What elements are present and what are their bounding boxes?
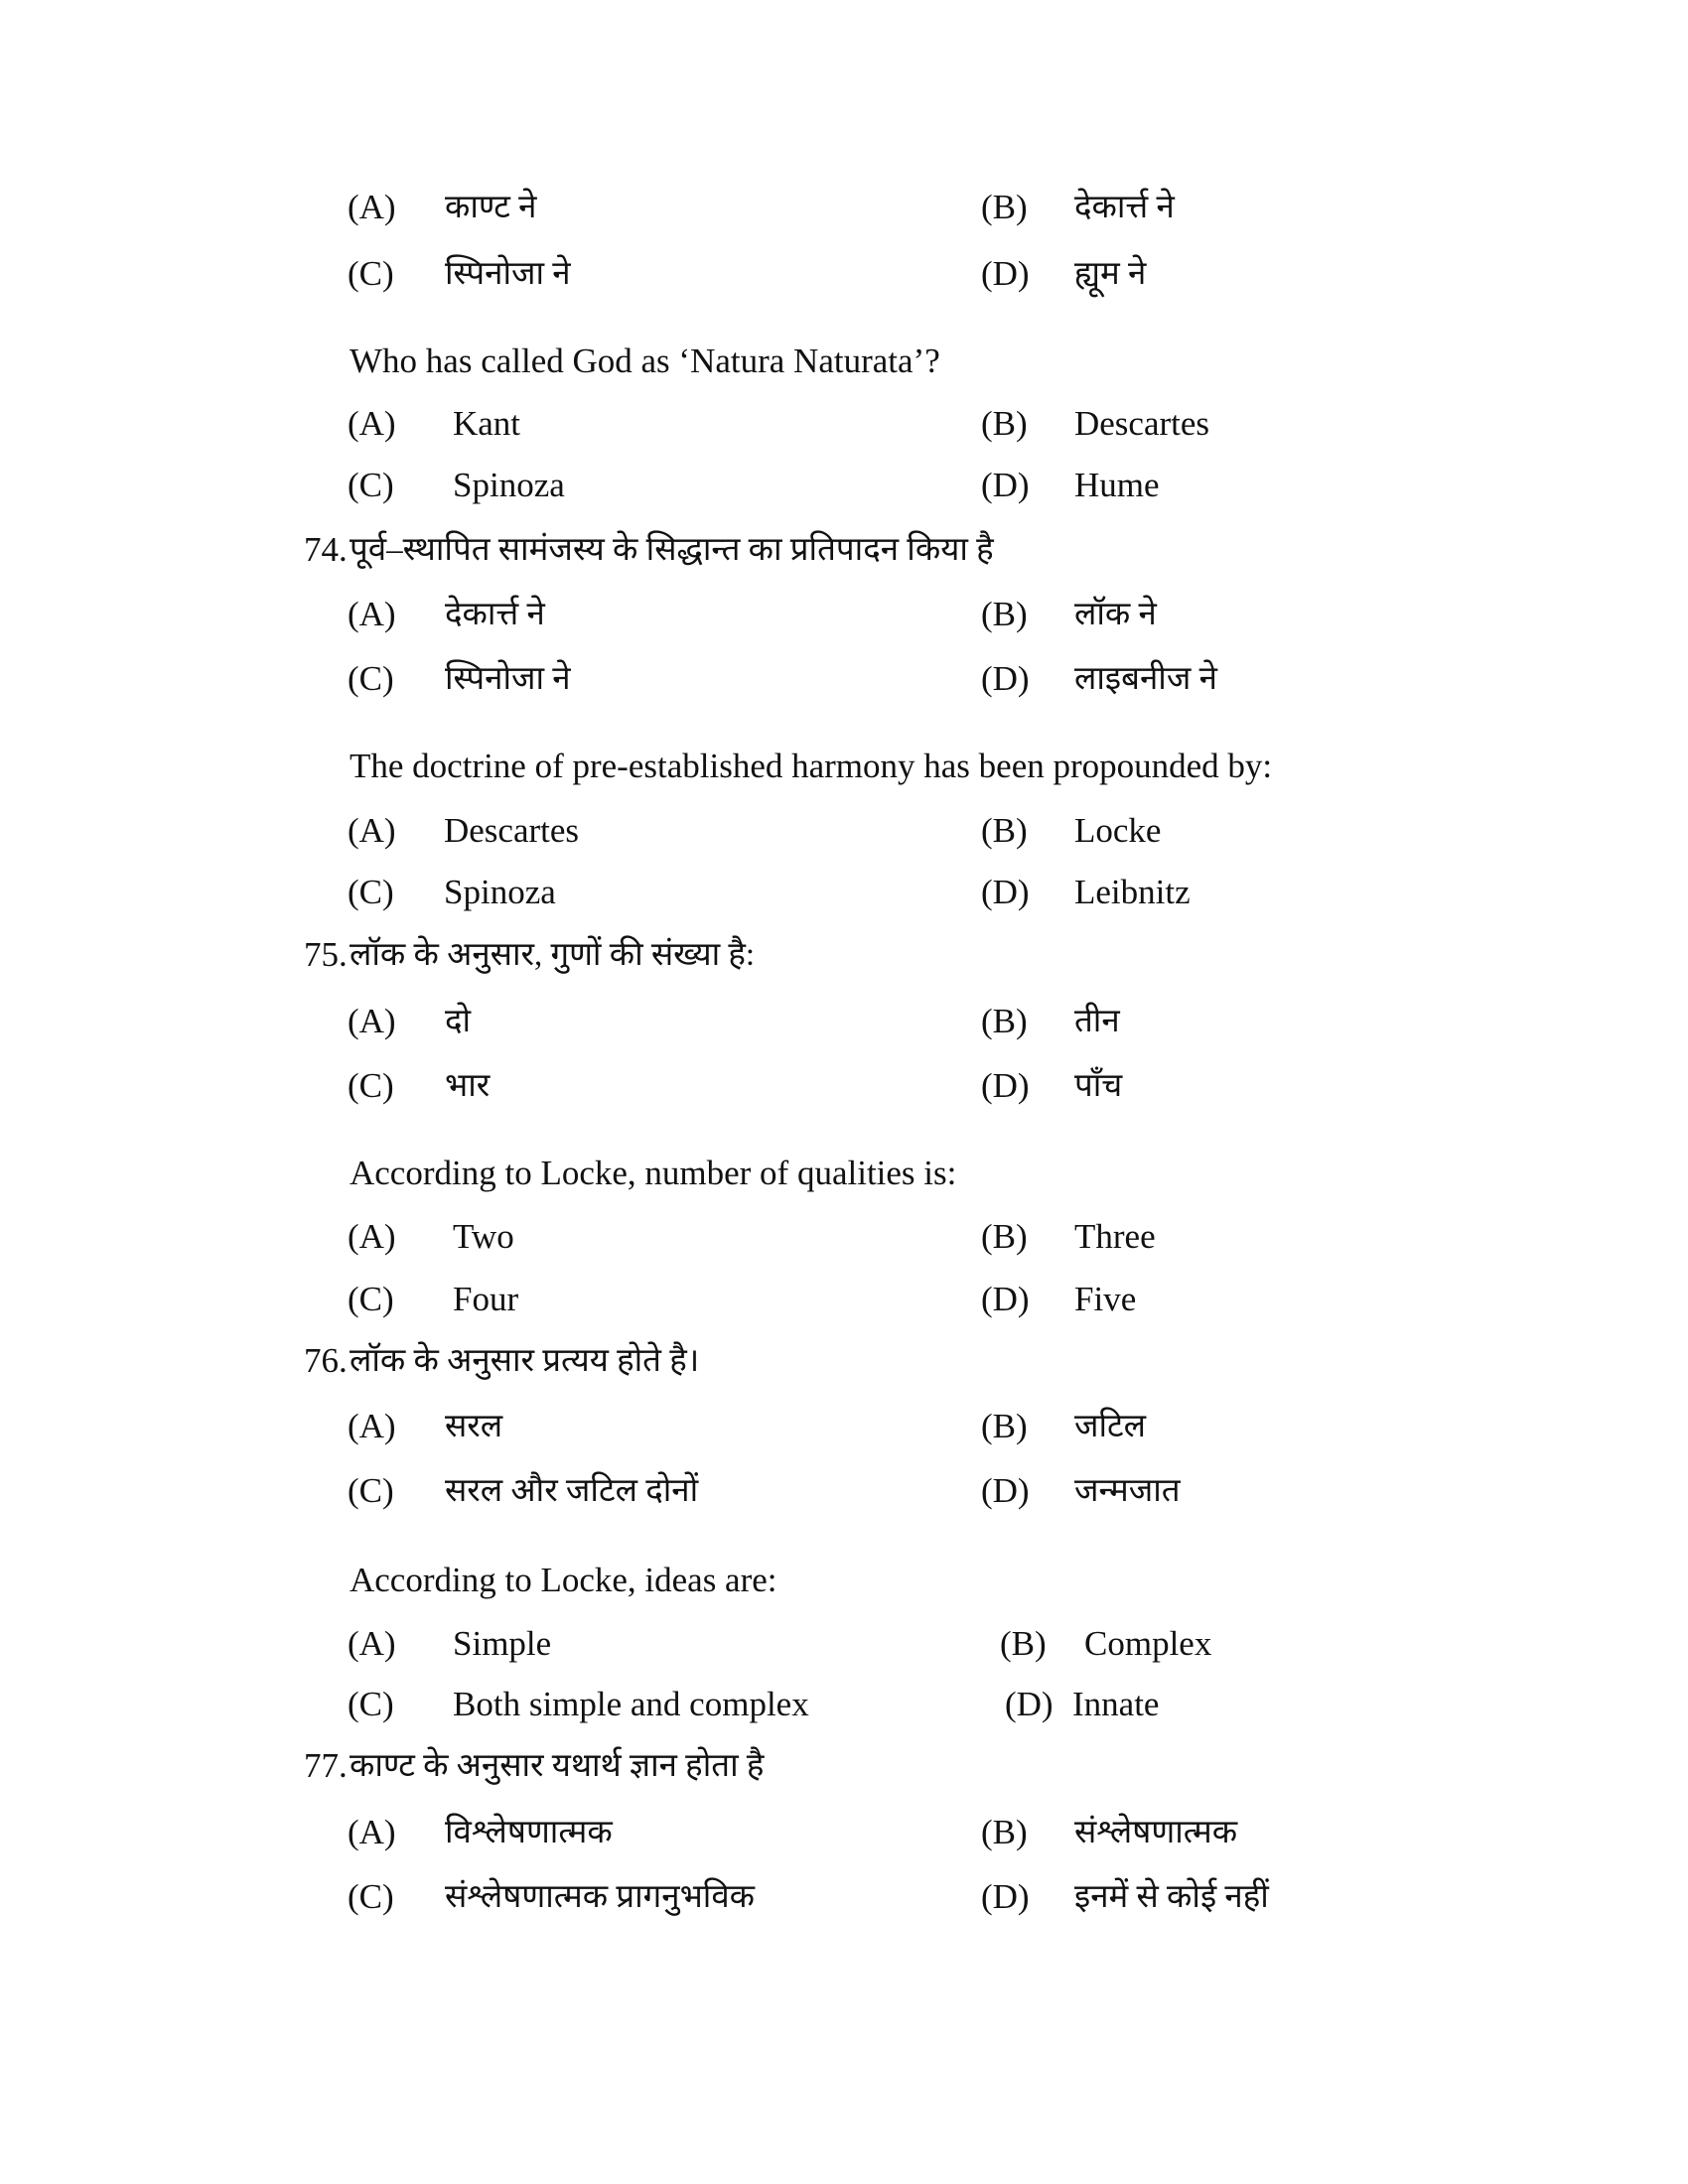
option-text: Spinoza [444, 873, 556, 911]
option-label: (A) [348, 811, 396, 850]
option-label: (C) [348, 659, 394, 698]
option-label: (B) [981, 595, 1028, 633]
question-text: Who has called God as ‘Natura Naturata’? [350, 341, 940, 380]
option-label: (C) [348, 1280, 394, 1318]
option-label: (A) [348, 188, 396, 226]
question-number: 75. [304, 935, 348, 974]
option-text: जन्मजात [1074, 1473, 1181, 1509]
option-text: संश्लेषणात्मक प्रागनुभविक [445, 1879, 756, 1915]
option-label: (C) [348, 1877, 394, 1916]
question-text-hindi: लॉक के अनुसार प्रत्यय होते है। [350, 1343, 700, 1379]
option-label: (D) [981, 1471, 1030, 1510]
option-label: (A) [348, 1407, 396, 1445]
option-label: (C) [348, 873, 394, 911]
option-label: (B) [981, 404, 1028, 443]
option-label: (D) [981, 873, 1030, 911]
option-label: (D) [981, 254, 1030, 293]
option-label: (C) [348, 1066, 394, 1105]
option-text: Leibnitz [1074, 873, 1191, 911]
option-label: (C) [348, 1685, 394, 1723]
option-text: Five [1074, 1280, 1137, 1318]
question-number: 76. [304, 1341, 348, 1380]
option-text: सरल और जटिल दोनों [445, 1473, 699, 1509]
question-number: 74. [304, 530, 348, 569]
option-label: (D) [981, 1280, 1030, 1318]
option-label: (B) [981, 811, 1028, 850]
option-text: Descartes [444, 811, 580, 850]
option-text: विश्लेषणात्मक [445, 1815, 613, 1850]
option-text: देकार्त्त ने [445, 597, 545, 632]
option-text: स्पिनोजा ने [445, 256, 571, 292]
option-label: (A) [348, 595, 396, 633]
option-text: देकार्त्त ने [1074, 190, 1175, 225]
option-label: (D) [981, 659, 1030, 698]
option-label: (D) [1005, 1685, 1054, 1723]
option-label: (A) [348, 1002, 396, 1040]
option-text: सरल [445, 1409, 503, 1444]
option-text: दो [445, 1004, 472, 1039]
option-label: (D) [981, 466, 1030, 504]
option-text: Simple [453, 1624, 552, 1663]
option-label: (B) [981, 1813, 1028, 1851]
option-label: (C) [348, 466, 394, 504]
option-text: Two [453, 1217, 514, 1256]
option-text: लाइबनीज ने [1074, 661, 1217, 697]
option-label: (C) [348, 1471, 394, 1510]
option-label: (B) [981, 1407, 1028, 1445]
option-text: जटिल [1074, 1409, 1147, 1444]
option-label: (D) [981, 1066, 1030, 1105]
option-text: Complex [1084, 1624, 1212, 1663]
option-text: संश्लेषणात्मक [1074, 1815, 1238, 1850]
option-text: तीन [1074, 1004, 1120, 1039]
option-text: Locke [1074, 811, 1162, 850]
option-label: (A) [348, 1813, 396, 1851]
question-text-english: The doctrine of pre-established harmony has been propounded by: [350, 747, 1273, 785]
option-text: Spinoza [453, 466, 565, 504]
option-text: काण्ट ने [445, 190, 537, 225]
option-label: (A) [348, 1217, 396, 1256]
option-label: (B) [981, 188, 1028, 226]
question-text-english: According to Locke, ideas are: [350, 1561, 777, 1599]
option-text: Hume [1074, 466, 1160, 504]
question-number: 77. [304, 1746, 348, 1785]
option-text: Three [1074, 1217, 1156, 1256]
question-text-hindi: काण्ट के अनुसार यथार्थ ज्ञान होता है [350, 1748, 765, 1784]
option-text: लॉक ने [1074, 597, 1157, 632]
option-label: (B) [981, 1002, 1028, 1040]
option-label: (B) [1000, 1624, 1047, 1663]
option-text: स्पिनोजा ने [445, 661, 571, 697]
question-text-hindi: लॉक के अनुसार, गुणों की संख्या है: [350, 937, 756, 973]
option-text: Kant [453, 404, 521, 443]
option-text: Both simple and complex [453, 1685, 809, 1723]
option-text: इनमें से कोई नहीं [1074, 1879, 1269, 1915]
option-label: (D) [981, 1877, 1030, 1916]
option-text: Descartes [1074, 404, 1210, 443]
option-text: ह्यूम ने [1074, 256, 1147, 292]
question-text-english: According to Locke, number of qualities is: [350, 1154, 957, 1192]
option-label: (A) [348, 1624, 396, 1663]
option-label: (A) [348, 404, 396, 443]
question-text-hindi: पूर्व–स्थापित सामंजस्य के सिद्धान्त का प्रतिपादन किया है [350, 532, 994, 568]
option-text: Innate [1072, 1685, 1160, 1723]
option-text: Four [453, 1280, 519, 1318]
option-label: (B) [981, 1217, 1028, 1256]
option-text: भार [445, 1068, 491, 1104]
option-text: पाँच [1074, 1068, 1123, 1104]
option-label: (C) [348, 254, 394, 293]
